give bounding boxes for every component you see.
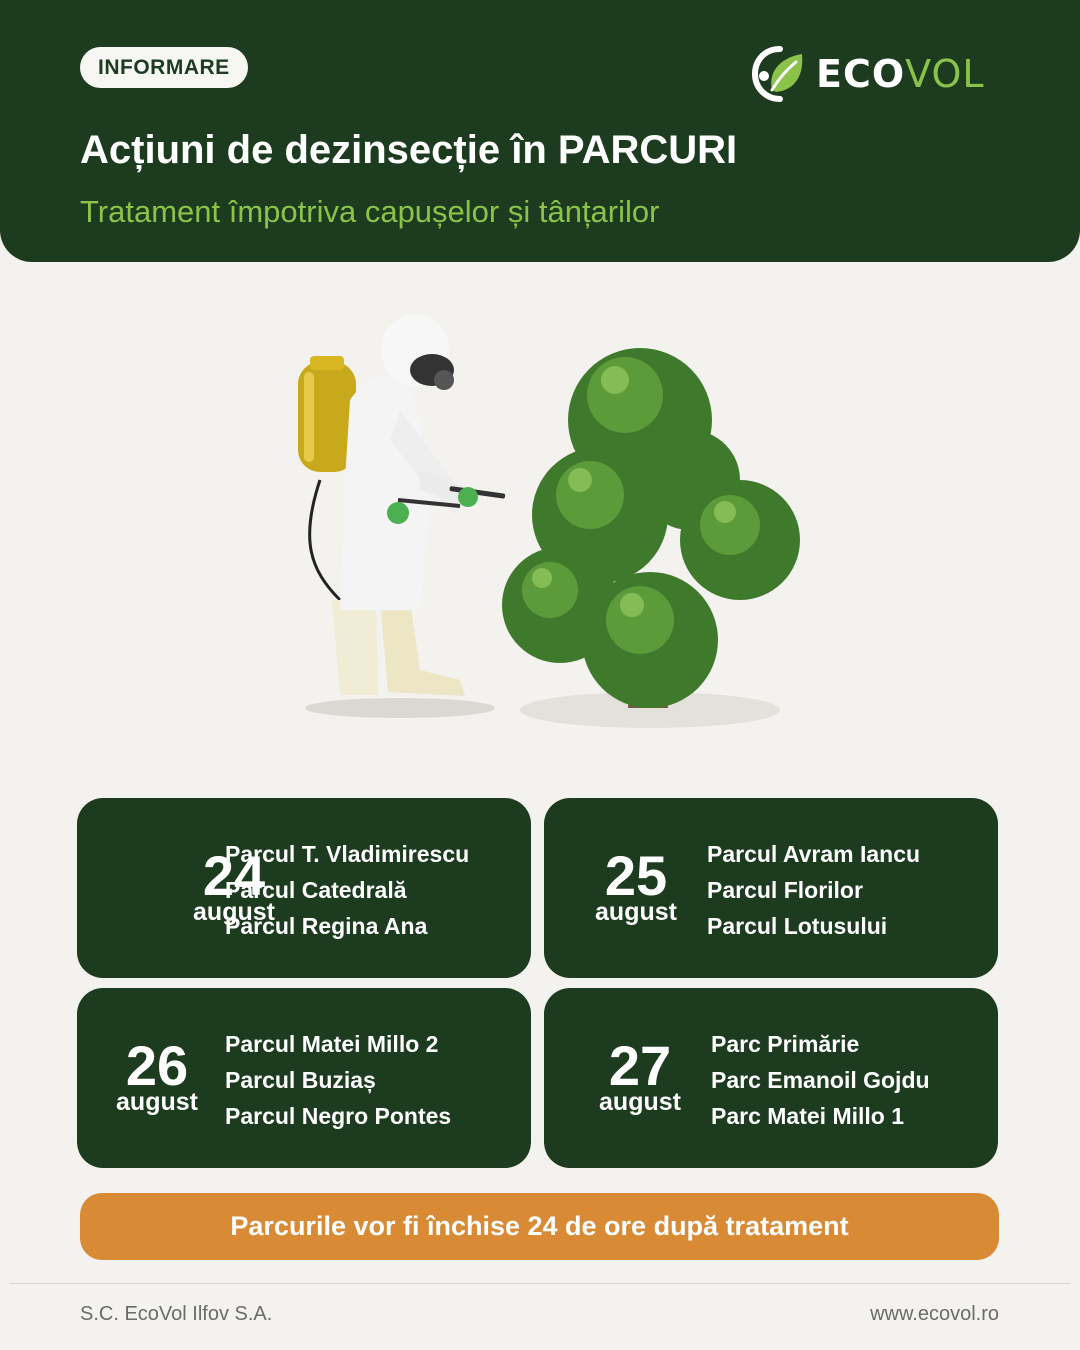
date-day: 27 [608,1034,672,1097]
ecovol-logo [750,44,1010,104]
date-month: august [116,1088,198,1116]
date-month: august [599,1088,681,1116]
park-item: Parc Primărie [711,1031,860,1057]
page-title: Acțiuni de dezinsecție în PARCURI [80,128,738,172]
leaf-logo-icon [750,44,810,104]
date-month: august [595,898,677,926]
park-item: Parcul Catedrală [225,877,407,903]
park-list [711,1026,930,1134]
company-name: S.C. EcoVol Ilfov S.A. [80,1303,273,1325]
park-item: Parcul Matei Millo 2 [225,1031,439,1057]
park-item: Parcul Regina Ana [225,913,428,939]
park-item: Parcul T. Vladimirescu [225,841,470,867]
footer-divider [10,1283,1070,1284]
date-day: 26 [125,1034,189,1097]
park-item: Parcul Lotusului [707,913,888,939]
park-item: Parcul Buziaș [225,1067,376,1093]
date-block [97,1034,217,1116]
schedule-card-27-august [544,988,998,1168]
header-banner [0,0,1080,262]
schedule-card-24-august [77,798,531,978]
date-block [576,844,696,926]
date-month: august [193,898,275,926]
closure-notice-banner: Parcurile vor fi închise 24 de ore după tratament [80,1193,999,1260]
park-list [225,836,469,944]
page-subtitle: Tratament împotriva capușelor și tânțarilor [80,194,660,229]
park-item: Parcul Negro Pontes [225,1103,452,1129]
schedule-card-25-august [544,798,998,978]
schedule-card-26-august [77,988,531,1168]
park-item: Parcul Avram Iancu [707,841,921,867]
park-item: Parc Emanoil Gojdu [711,1067,930,1093]
park-list [225,1026,451,1134]
worker-spraying-tree-illustration [270,300,830,760]
website-link[interactable]: www.ecovol.ro [870,1303,999,1325]
info-badge: INFORMARE [80,47,248,88]
date-day: 24 [202,844,266,907]
date-day: 25 [604,844,668,907]
date-block [580,1034,700,1116]
park-item: Parc Matei Millo 1 [711,1103,905,1129]
park-item: Parcul Florilor [707,877,863,903]
brand-name: ECOVOL [816,52,985,96]
park-list [707,836,920,944]
